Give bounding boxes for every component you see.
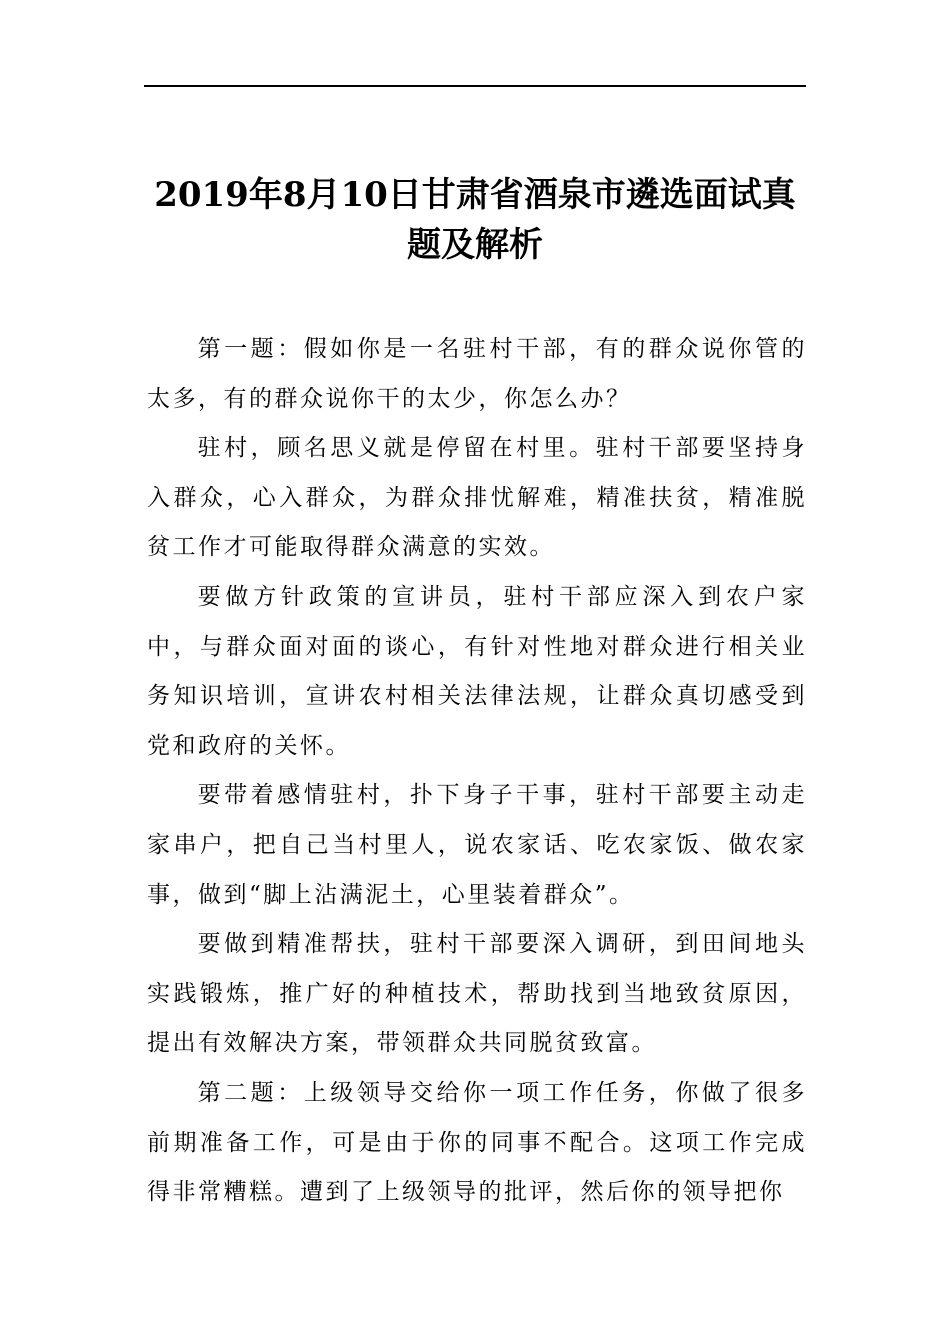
paragraph-question-2: 第二题：上级领导交给你一项工作任务，你做了很多前期准备工作，可是由于你的同事不配合。这项工作完成得非常糟糕。遭到了上级领导的批评，然后你的领导把你	[147, 1079, 807, 1206]
paragraph-precise-assistance: 要做到精准帮扶，驻村干部要深入调研，到田间地头实践锻炼，推广好的种植技术，帮助找到当地致贫原因，提出有效解决方案，带领群众共同脱贫致富。	[147, 931, 807, 1057]
paragraph-answer-intro: 驻村，顾名思义就是停留在村里。驻村干部要坚持身入群众，心入群众，为群众排忧解难，精准扶贫，精准脱贫工作才可能取得群众满意的实效。	[147, 435, 807, 561]
paragraph-question-1: 第一题：假如你是一名驻村干部，有的群众说你管的太多，有的群众说你干的太少，你怎么办？	[147, 336, 807, 412]
paragraph-with-feeling: 要带着感情驻村，扑下身子干事，驻村干部要主动走家串户，把自己当村里人，说农家话、吃农家饭、做农家事，做到“脚上沾满泥土，心里装着群众”。	[147, 782, 807, 908]
paragraph-policy-advocate: 要做方针政策的宣讲员，驻村干部应深入到农户家中，与群众面对面的谈心，有针对性地对群众进行相关业务知识培训，宣讲农村相关法律法规，让群众真切感受到党和政府的关怀。	[147, 583, 807, 759]
document-title: 2019年8月10日甘肃省酒泉市遴选面试真题及解析	[154, 175, 796, 265]
header-rule	[144, 85, 806, 87]
document-body	[147, 325, 807, 1218]
